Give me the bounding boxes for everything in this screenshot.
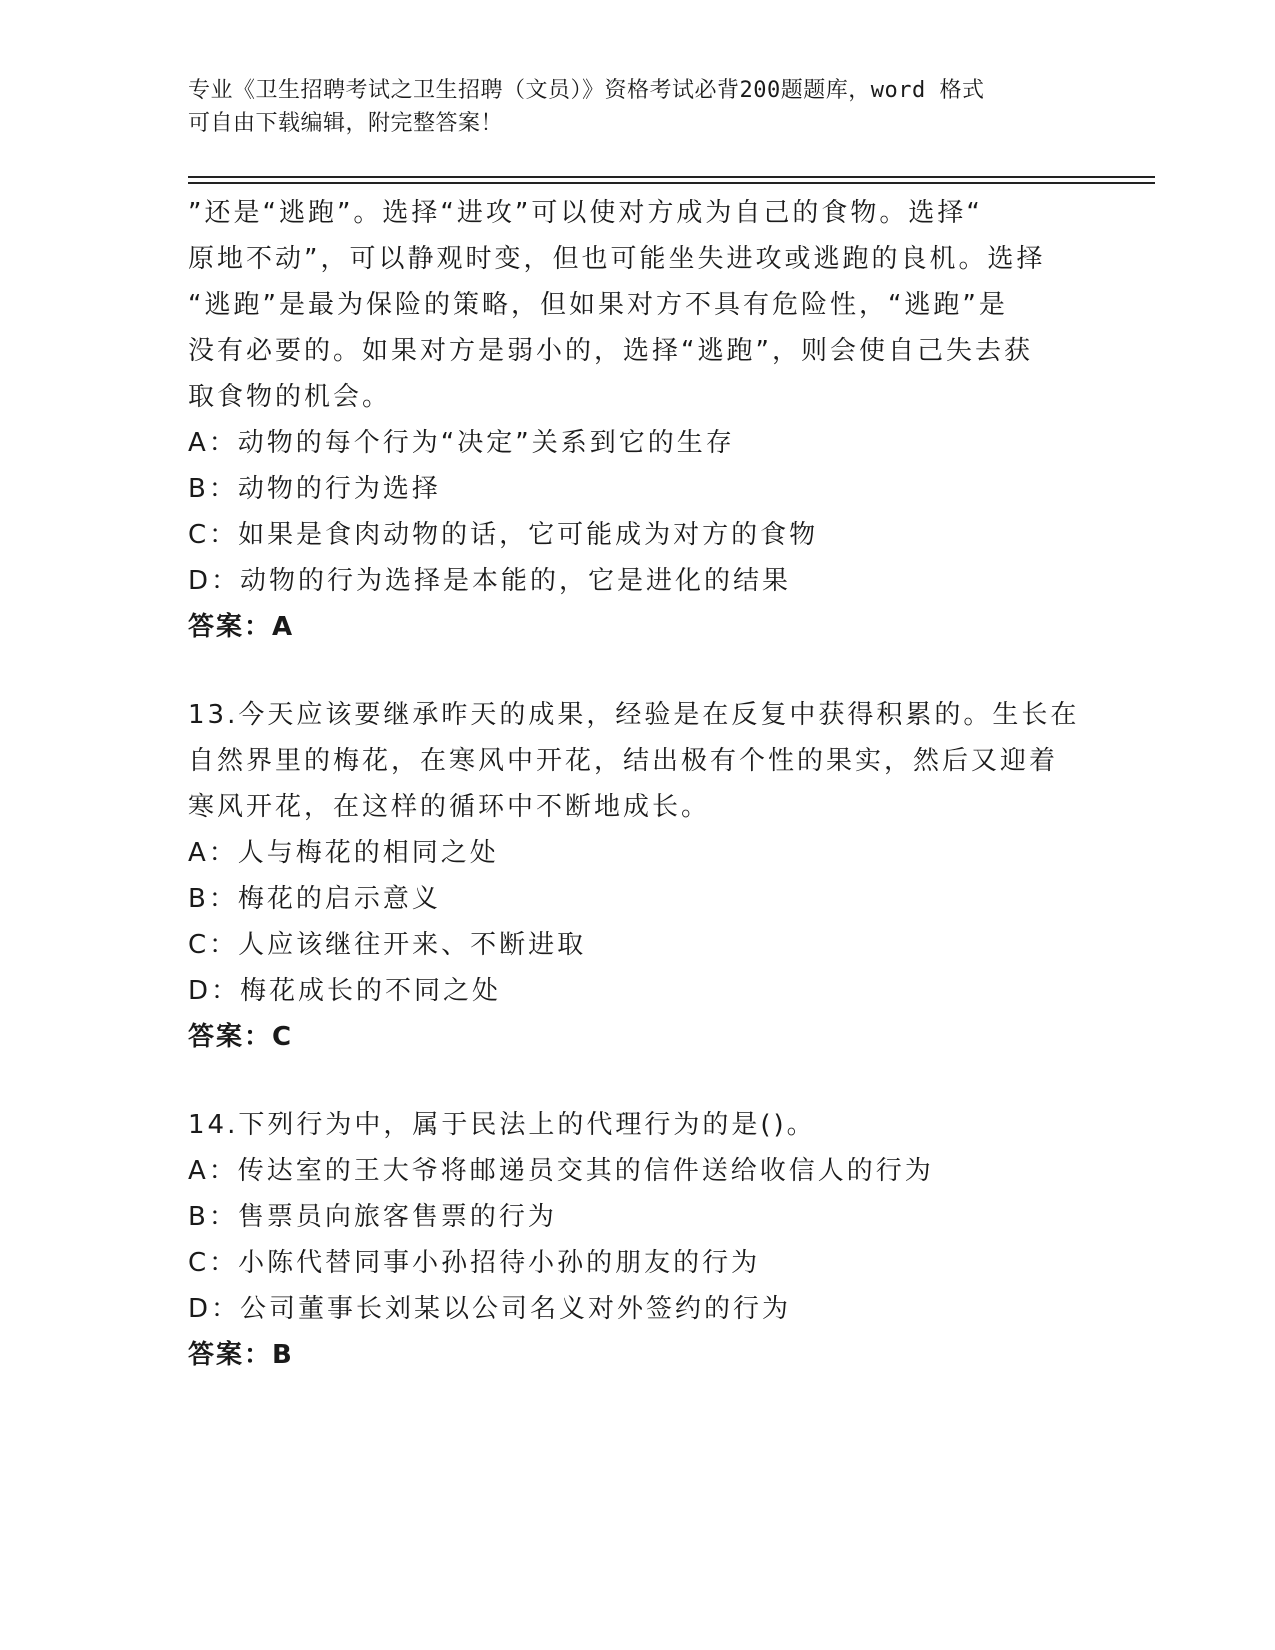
header-line-2: 可自由下载编辑，附完整答案！	[188, 111, 504, 136]
option-d: D：动物的行为选择是本能的，它是进化的结果	[188, 566, 792, 596]
question-text	[188, 190, 1088, 420]
option-d: D：梅花成长的不同之处	[188, 976, 502, 1006]
option-d: D：公司董事长刘某以公司名义对外签约的行为	[188, 1294, 792, 1324]
text-line: 13.今天应该要继承昨天的成果，经验是在反复中获得积累的。生长在	[188, 700, 1080, 730]
text-line: ”还是“逃跑”。选择“进攻”可以使对方成为自己的食物。选择“	[188, 198, 983, 228]
text-line: 取食物的机会。	[188, 382, 392, 412]
header-line-1: 专业《卫生招聘考试之卫生招聘（文员）》资格考试必背200题题库，word 格式	[188, 78, 985, 103]
text-line: “逃跑”是最为保险的策略，但如果对方不具有危险性，“逃跑”是	[188, 290, 1008, 320]
header-rule-bottom	[188, 182, 1155, 184]
spacer	[188, 1060, 1088, 1102]
text-line: 原地不动”，可以静观时变，但也可能坐失进攻或逃跑的良机。选择	[188, 244, 1046, 274]
spacer	[188, 650, 1088, 692]
option-c: C：小陈代替同事小孙招待小孙的朋友的行为	[188, 1248, 761, 1278]
option-b: B：动物的行为选择	[188, 474, 441, 504]
answer-line: 答案：A	[188, 612, 295, 642]
page-header	[188, 74, 1068, 140]
option-c: C：如果是食肉动物的话，它可能成为对方的食物	[188, 520, 819, 550]
question-12-continued	[188, 190, 1088, 650]
text-line: 自然界里的梅花，在寒风中开花，结出极有个性的果实，然后又迎着	[188, 746, 1059, 776]
question-13	[188, 692, 1088, 1060]
answer-line: 答案：C	[188, 1022, 294, 1052]
option-a: A：动物的每个行为“决定”关系到它的生存	[188, 428, 735, 458]
text-line: 没有必要的。如果对方是弱小的，选择“逃跑”，则会使自己失去获	[188, 336, 1033, 366]
document-body	[188, 190, 1088, 1378]
option-b: B：售票员向旅客售票的行为	[188, 1202, 557, 1232]
option-b: B：梅花的启示意义	[188, 884, 441, 914]
header-rule-top	[188, 176, 1155, 178]
text-line: 14.下列行为中，属于民法上的代理行为的是()。	[188, 1110, 816, 1140]
question-text	[188, 1102, 1088, 1148]
answer-line: 答案：B	[188, 1340, 294, 1370]
option-c: C：人应该继往开来、不断进取	[188, 930, 587, 960]
question-text	[188, 692, 1088, 830]
question-14	[188, 1102, 1088, 1378]
option-a: A：传达室的王大爷将邮递员交其的信件送给收信人的行为	[188, 1156, 934, 1186]
text-line: 寒风开花，在这样的循环中不断地成长。	[188, 792, 711, 822]
option-a: A：人与梅花的相同之处	[188, 838, 499, 868]
